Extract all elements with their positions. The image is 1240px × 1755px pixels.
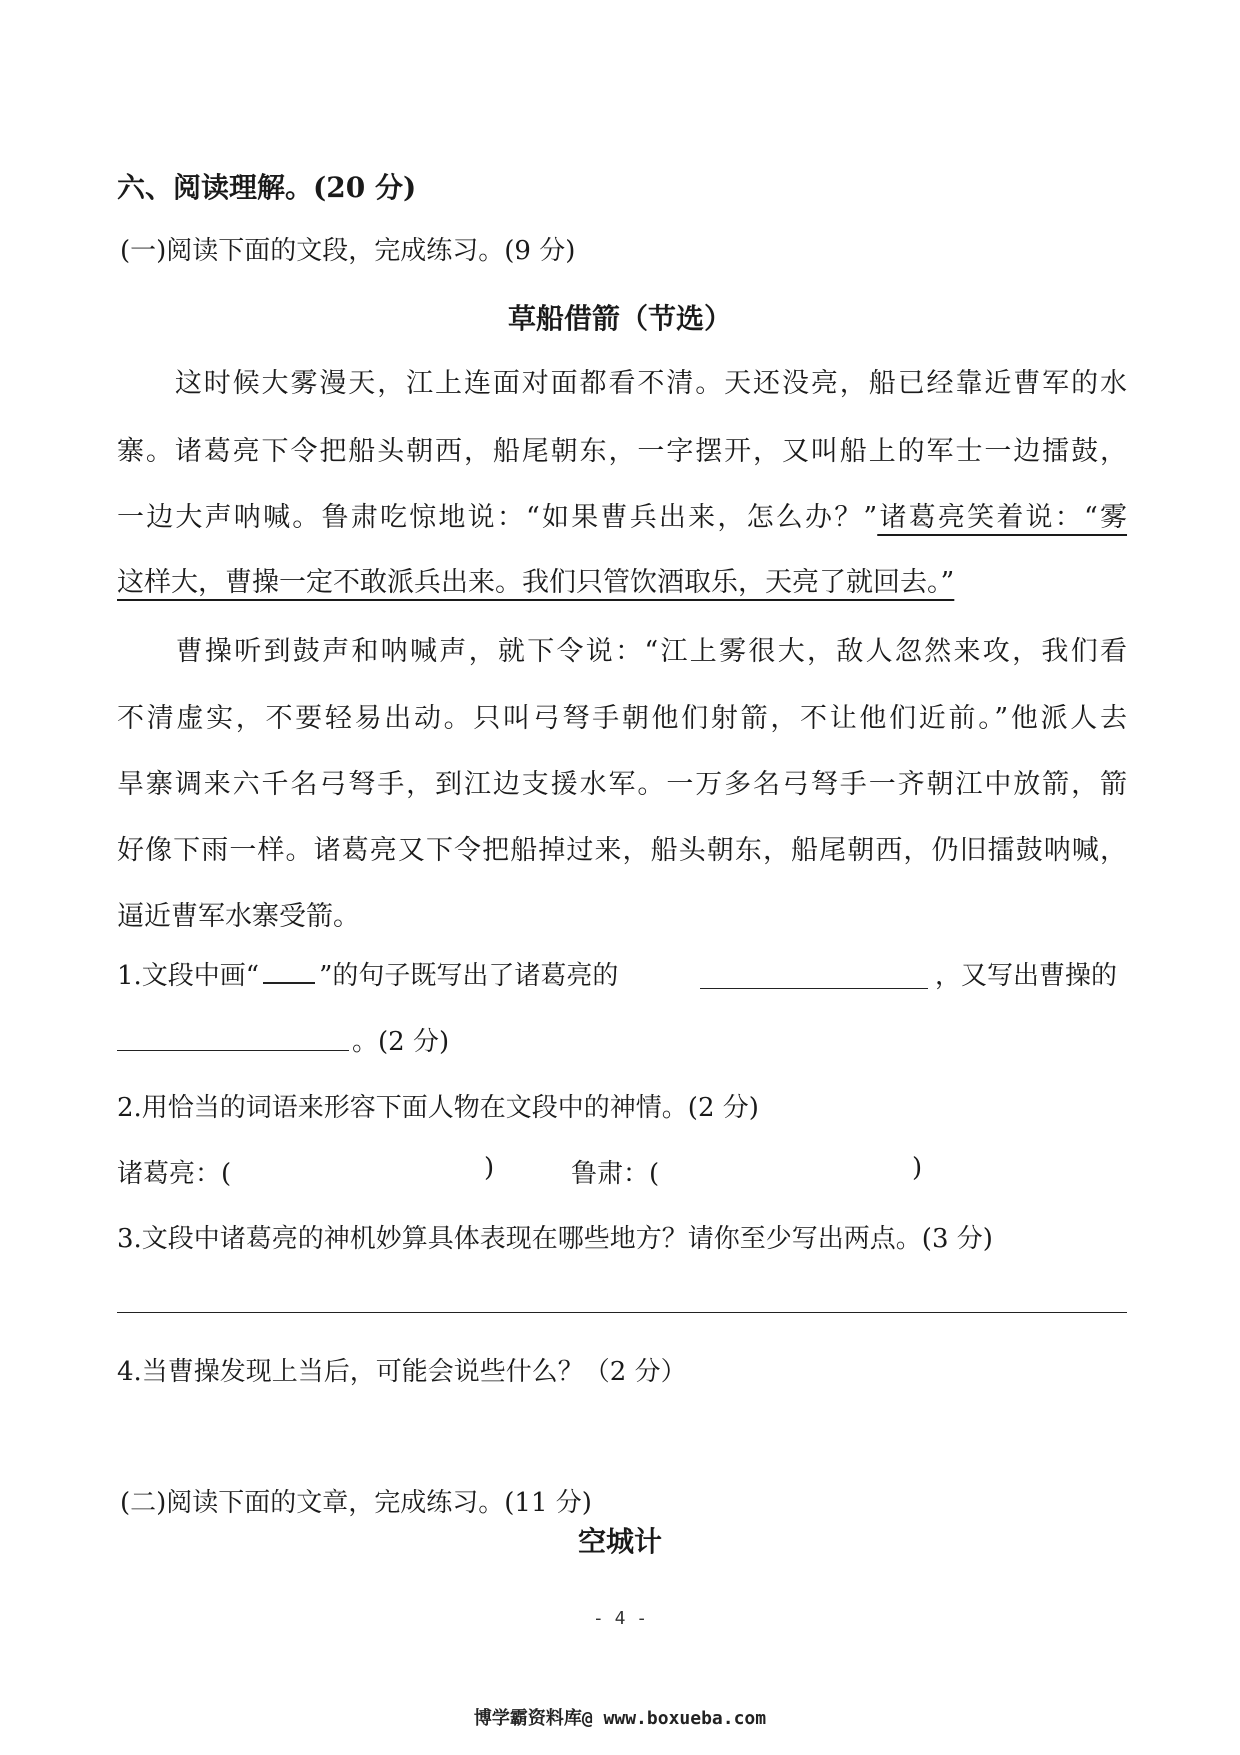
footer-source: 博学霸资料库@ www.boxueba.com — [473, 1708, 767, 1729]
page-number: - 4 - — [592, 1608, 648, 1629]
part1-instruction: (一)阅读下面的文段，完成练习。(9 分) — [120, 236, 576, 266]
passage-title-2: 空城计 — [577, 1525, 662, 1558]
question-4: 4.当曹操发现上当后，可能会说些什么？（2 分） — [117, 1357, 687, 1387]
answer-line-3[interactable] — [117, 1312, 1127, 1313]
underlined-sentence: 诸葛亮笑着说：“雾 — [877, 502, 1128, 533]
underlined-sentence: 这样大，曹操一定不敢派兵出来。我们只管饮酒取乐，天亮了就回去。” — [117, 567, 955, 598]
answer-blank-1a[interactable] — [700, 988, 928, 989]
passage-title-1: 草船借箭（节选） — [507, 302, 732, 335]
paragraph-line: 旱寨调来六千名弓弩手，到江边支援水军。一万多名弓弩手一齐朝江中放箭，箭 — [117, 769, 1127, 800]
paragraph-line: 曹操听到鼓声和呐喊声，就下令说：“江上雾很大，敌人忽然来攻，我们看 — [117, 636, 1127, 667]
answer-lusu-label: 鲁肃：( — [571, 1159, 660, 1189]
answer-zhugeliang-close: ) — [484, 1153, 495, 1183]
underline-symbol — [263, 960, 315, 984]
paragraph-line: 寨。诸葛亮下令把船头朝西，船尾朝东，一字摆开，又叫船上的军士一边擂鼓， — [117, 436, 1127, 467]
question-2: 2.用恰当的词语来形容下面人物在文段中的神情。(2 分) — [117, 1093, 759, 1123]
paragraph-line: 这时候大雾漫天，江上连面对面都看不清。天还没亮，船已经靠近曹军的水 — [117, 368, 1127, 399]
paragraph-line: 逼近曹军水寨受箭。 — [117, 901, 360, 932]
question-text: ，又写出曹操的 — [935, 961, 1118, 991]
question-text: 1.文段中画“ — [117, 961, 260, 991]
paragraph-line — [117, 495, 1127, 534]
question-text: ”的句子既写出了诸葛亮的 — [319, 961, 619, 991]
paragraph-line: 好像下雨一样。诸葛亮又下令把船掉过来，船头朝东，船尾朝西，仍旧擂鼓呐喊， — [117, 835, 1127, 866]
question-text: 。(2 分) — [352, 1027, 450, 1057]
question-3: 3.文段中诸葛亮的神机妙算具体表现在哪些地方？请你至少写出两点。(3 分) — [117, 1224, 993, 1254]
answer-blank-1b[interactable] — [117, 1050, 349, 1051]
section-title: 六、阅读理解。(20 分) — [117, 171, 417, 204]
paragraph-line: 不清虚实，不要轻易出动。只叫弓弩手朝他们射箭，不让他们近前。”他派人去 — [117, 703, 1127, 734]
question-1 — [117, 955, 618, 992]
paragraph-text: 一边大声呐喊。鲁肃吃惊地说：“如果曹兵出来，怎么办？” — [117, 502, 878, 533]
paragraph-line — [117, 560, 954, 599]
part2-instruction: (二)阅读下面的文章，完成练习。(11 分) — [120, 1488, 592, 1518]
answer-zhugeliang-label: 诸葛亮：( — [117, 1159, 232, 1189]
answer-lusu-close: ) — [912, 1153, 923, 1183]
